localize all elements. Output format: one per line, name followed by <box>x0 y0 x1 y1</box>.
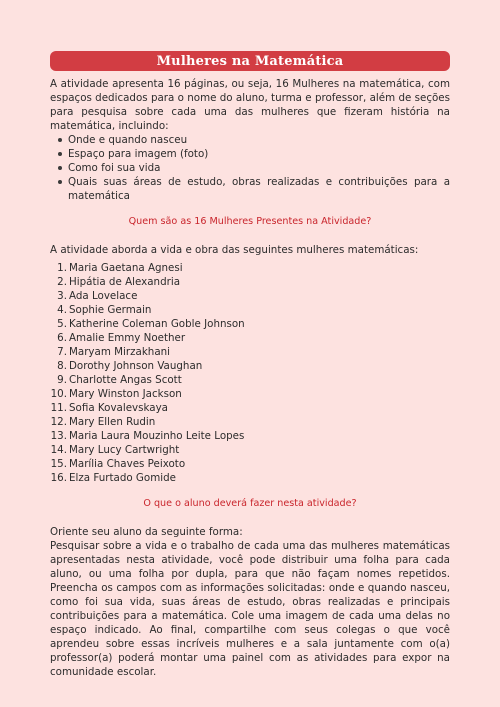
bullet-item: Como foi sua vida <box>56 161 450 175</box>
list-item <box>50 289 450 303</box>
list-item-name: Ada Lovelace <box>69 290 138 302</box>
list-item-number: 3. <box>57 290 67 302</box>
list-item-number: 9. <box>57 374 67 386</box>
list-item <box>50 457 450 471</box>
bullet-item: Espaço para imagem (foto) <box>56 147 450 161</box>
list-item-name: Elza Furtado Gomide <box>69 472 176 484</box>
list-item <box>50 443 450 457</box>
list-item-number: 10. <box>50 388 67 400</box>
main-content <box>50 77 450 679</box>
list-item-number: 15. <box>50 458 67 470</box>
intro-bullet-list <box>50 133 450 203</box>
women-list <box>50 261 450 485</box>
intro-paragraph: A atividade apresenta 16 páginas, ou seja, 16 Mulheres na matemática, com espaços dedicados para o nome do aluno, turma e professor, além de seções para pesquisa sobre cada uma das mulheres que fizeram história na matemática, incluindo: <box>50 78 450 132</box>
list-item <box>50 317 450 331</box>
list-item-number: 11. <box>50 402 67 414</box>
section-heading-task: O que o aluno deverá fazer nesta atividade? <box>143 498 357 509</box>
list-item-name: Katherine Coleman Goble Johnson <box>69 318 245 330</box>
list-item <box>50 261 450 275</box>
list-item <box>50 415 450 429</box>
list-item-number: 6. <box>57 332 67 344</box>
section-lead: A atividade aborda a vida e obra das seguintes mulheres matemáticas: <box>50 244 419 256</box>
list-item-number: 13. <box>50 430 67 442</box>
task-body: Pesquisar sobre a vida e o trabalho de cada uma das mulheres matemáticas apresentadas nesta atividade, você pode distribuir uma folha para cada aluno, ou uma folha por dupla, para que não façam nomes repetidos. Preencha os campos com as informações solicitadas: onde e quando nasceu, como foi sua vida, suas áreas de estudo, obras realizadas e principais contribuições para a matemática. Cole uma imagem de cada uma delas no espaço indicado. Ao final, compartilhe com seus colegas o que você aprendeu sobre essas incríveis mulheres e a sala juntamente com o(a) professor(a) poderá montar uma painel com as atividades para expor na comunidade escolar. <box>50 540 450 678</box>
list-item <box>50 471 450 485</box>
list-item-number: 12. <box>50 416 67 428</box>
list-item-number: 8. <box>57 360 67 372</box>
bullet-item: Onde e quando nasceu <box>56 133 450 147</box>
list-item-name: Mary Lucy Cartwright <box>69 444 180 456</box>
list-item-number: 16. <box>50 472 67 484</box>
list-item-number: 5. <box>57 318 67 330</box>
list-item-name: Maria Gaetana Agnesi <box>69 262 183 274</box>
list-item <box>50 275 450 289</box>
list-item-number: 7. <box>57 346 67 358</box>
task-lead: Oriente seu aluno da seguinte forma: <box>50 526 243 538</box>
list-item <box>50 387 450 401</box>
list-item-name: Mary Ellen Rudin <box>69 416 156 428</box>
list-item-number: 1. <box>57 262 67 274</box>
list-item-number: 14. <box>50 444 67 456</box>
list-item-number: 4. <box>57 304 67 316</box>
list-item-name: Marília Chaves Peixoto <box>69 458 186 470</box>
list-item <box>50 359 450 373</box>
list-item-name: Maria Laura Mouzinho Leite Lopes <box>69 430 245 442</box>
list-item-name: Amalie Emmy Noether <box>69 332 186 344</box>
list-item-name: Hipátia de Alexandria <box>69 276 181 288</box>
list-item <box>50 345 450 359</box>
list-item-name: Charlotte Angas Scott <box>69 374 182 386</box>
list-item <box>50 331 450 345</box>
list-item-name: Mary Winston Jackson <box>69 388 182 400</box>
title-banner <box>50 51 450 71</box>
list-item-name: Maryam Mirzakhani <box>69 346 171 358</box>
list-item-number: 2. <box>57 276 67 288</box>
list-item <box>50 429 450 443</box>
bullet-item: Quais suas áreas de estudo, obras realizadas e contribuições para a matemática <box>56 175 450 203</box>
list-item <box>50 373 450 387</box>
list-item-name: Dorothy Johnson Vaughan <box>69 360 203 372</box>
list-item <box>50 401 450 415</box>
list-item-name: Sofia Kovalevskaya <box>69 402 168 414</box>
page-title: Mulheres na Matemática <box>156 53 344 69</box>
section-heading-women: Quem são as 16 Mulheres Presentes na Atividade? <box>128 216 372 227</box>
list-item-name: Sophie Germain <box>69 304 152 316</box>
list-item <box>50 303 450 317</box>
